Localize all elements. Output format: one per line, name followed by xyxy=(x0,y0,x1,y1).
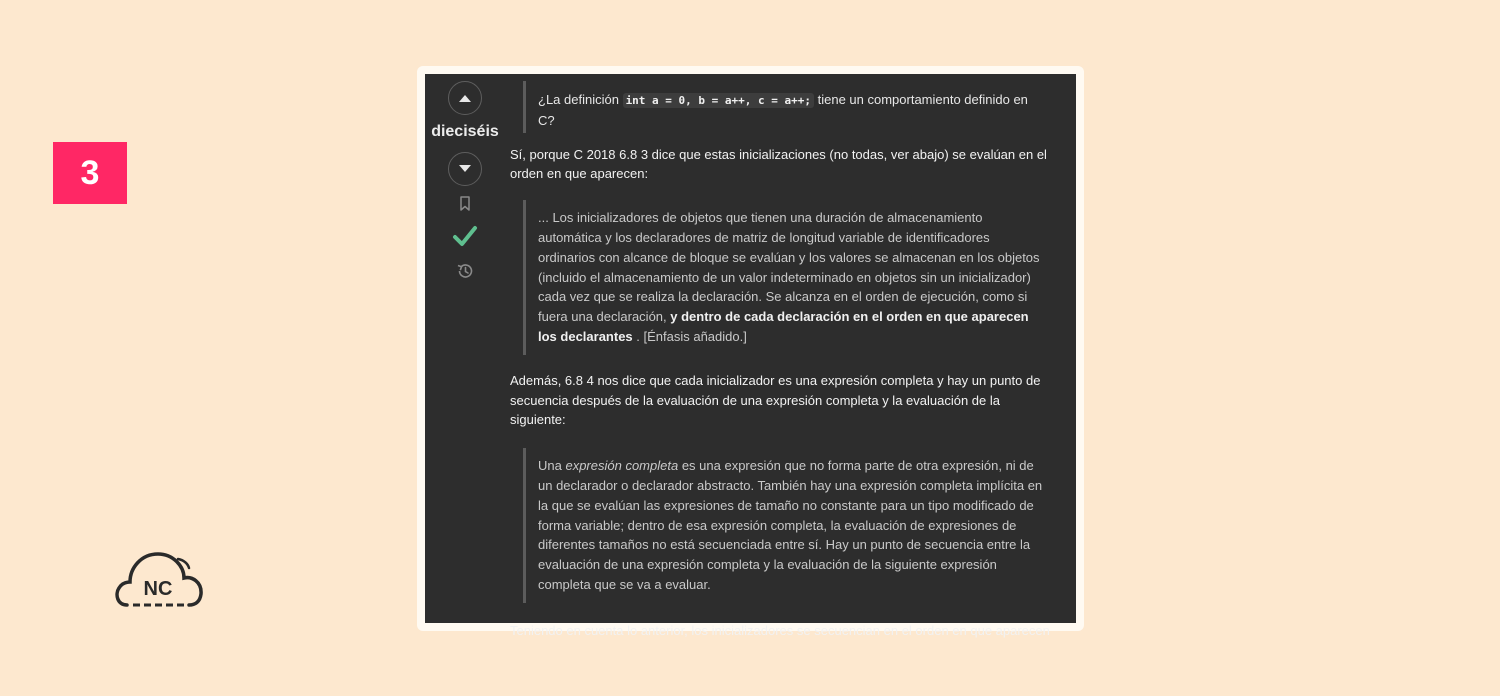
downvote-button[interactable] xyxy=(448,152,482,186)
answer-body xyxy=(510,74,1058,641)
vote-score: dieciséis xyxy=(431,123,499,140)
downvote-icon xyxy=(458,164,472,174)
accepted-answer-mark xyxy=(452,225,478,252)
step-badge xyxy=(53,142,127,204)
bookmark-icon xyxy=(459,196,471,212)
question-quote xyxy=(523,81,1038,133)
answer-paragraph-2: Además, 6.8 4 nos dice que cada inicializador es una expresión completa y hay un punto de secuencia después de la evaluación de una expresión completa y la evaluación de la siguiente: xyxy=(510,372,1041,428)
accepted-check-icon xyxy=(452,225,478,247)
upvote-icon xyxy=(458,93,472,103)
quote1-text: ... Los inicializadores de objetos que tienen una duración de almacenamiento automática y los declaradores de matriz de longitud variable de identificadores ordinarios con alcance de bloque se evalúan y los valores se almacenan en los objetos (incluido el almacenamiento de un valor indeterminado en objetos sin un inicializador) cada vez que se realiza la declaración. Se alcanza en el orden de ejecución, como si fuera una declaración, xyxy=(538,210,1040,325)
answer-paragraph-3: Teniendo en cuenta lo anterior, los inicializadores se secuencian en el orden en que aparecen xyxy=(510,622,1050,638)
history-icon xyxy=(456,262,474,280)
standard-quote-1 xyxy=(523,200,1043,355)
logo-text: NC xyxy=(143,578,173,600)
quote1-tail: . [Énfasis añadido.] xyxy=(632,328,747,344)
upvote-button[interactable] xyxy=(448,81,482,115)
code-snippet: int a = 0, b = a++, c = a++; xyxy=(623,93,814,108)
quote2-italic: expresión completa xyxy=(565,458,679,474)
quote2-after: es una expresión que no forma parte de otra expresión, ni de un declarador o declarador abstracto. También hay una expresión completa implícita en la que se evalúan las expresiones de tamaño no constante para un tipo modificado de forma variable; dentro de esa expresión completa, la evaluación de expresiones de diferentes tamaños no está secuenciada entre sí. Hay un punto de secuencia entre la evaluación de una expresión completa y la evaluación de la siguiente expresión completa que se va a evaluar. xyxy=(538,458,1043,592)
standard-quote-2 xyxy=(523,448,1043,603)
screenshot-frame xyxy=(417,66,1084,638)
step-number: 3 xyxy=(80,153,100,192)
cloud-icon xyxy=(113,550,205,612)
nc-cloud-logo xyxy=(113,550,205,612)
answer-panel xyxy=(425,74,1076,638)
bookmark-button[interactable] xyxy=(459,196,471,217)
quote1-emphasis: y dentro de cada declaración en el orden en que aparecen los declarantes xyxy=(538,309,1029,344)
vote-column xyxy=(425,74,505,285)
answer-paragraph-1: Sí, porque C 2018 6.8 3 dice que estas inicializaciones (no todas, ver abajo) se evalúan en el orden en que aparecen: xyxy=(510,146,1047,182)
quote2-before: Una xyxy=(538,458,566,474)
question-text-after: tiene un comportamiento definido en C? xyxy=(538,92,1028,128)
history-button[interactable] xyxy=(456,262,474,285)
question-text-before: ¿La definición xyxy=(538,92,623,107)
